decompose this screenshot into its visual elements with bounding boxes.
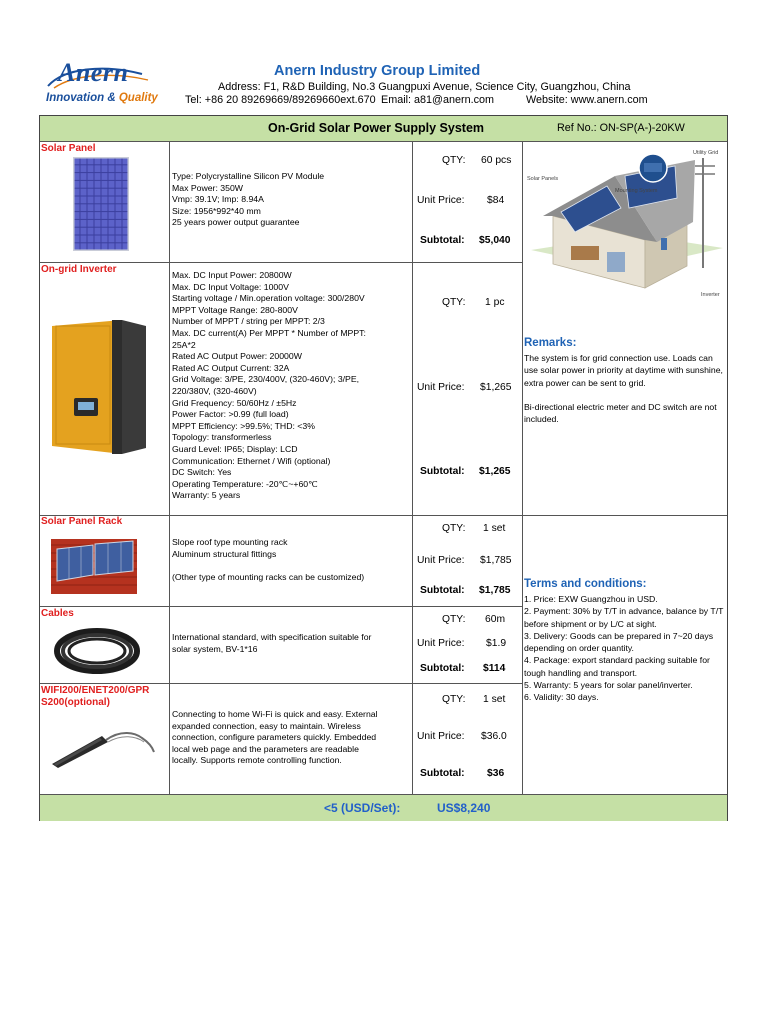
cable-coil-image [54, 626, 140, 676]
terms-title: Terms and conditions: [524, 578, 647, 590]
product-name: WIFI200/ENET200/GPR S200(optional) [41, 685, 150, 708]
product-description: International standard, with specification suitable for solar system, BV-1*16 [172, 632, 372, 654]
grid-line [522, 142, 523, 794]
subtotal-value: $114 [483, 663, 506, 674]
qty-label: QTY: [442, 155, 466, 166]
subtotal-label: Subtotal: [420, 585, 465, 596]
mounting-rack-image [51, 539, 137, 594]
product-description: Max. DC Input Power: 20800W Max. DC Input Voltage: 1000V Starting voltage / Min.operation voltage: 300/280V MPPT Voltage Range: 280-800V Number of MPPT / string per MPPT: 2/3 Max. DC current(A) Per MPPT * Number of MPPT: 25A*2 Rated AC Output Power: 20000W Rated AC Output Current: 32A Grid Voltage: 3/PE, 230/400V, (320-460V); 3/PE, 220/380V, (320-460V) Grid Frequency: 50/60Hz / ±5Hz Power Factor: >0.99 (full load) MPPT Efficiency: >99.5%; THD: <3% Topology: transformerless Guard Level: IP65; Display: LCD Communication: Ethernet / Wifi (optional) DC Switch: Yes Operating Temperature: -20℃~+60℃ Warranty: 5 years [172, 270, 366, 501]
qty-value: 1 set [483, 694, 506, 705]
table-title-bar [40, 116, 727, 142]
unit-price-value: $84 [487, 195, 505, 206]
telephone: Tel: +86 20 89269669/89269660ext.670 [185, 94, 376, 106]
grid-line [412, 142, 413, 794]
total-value: US$8,240 [437, 801, 491, 815]
unit-price-label: Unit Price: [417, 555, 465, 566]
product-description: Slope roof type mounting rack Aluminum structural fittings (Other type of mounting racks can be customized) [172, 537, 365, 582]
table-title: On-Grid Solar Power Supply System [268, 121, 485, 135]
diagram-label-solar-panels: Solar Panels [527, 176, 559, 182]
grid-line [169, 142, 170, 794]
wifi-module-image [50, 728, 158, 768]
subtotal-label: Subtotal: [420, 663, 465, 674]
remarks-title: Remarks: [524, 337, 577, 349]
diagram-label-inverter: Inverter [701, 292, 720, 298]
unit-price-value: $1,785 [480, 555, 512, 566]
product-name: Solar Panel [41, 143, 96, 154]
subtotal-value: $36 [487, 768, 505, 779]
subtotal-label: Subtotal: [420, 466, 465, 477]
subtotal-value: $1,785 [479, 585, 511, 596]
grid-line [40, 515, 727, 516]
diagram-label-utility-grid: Utility Grid [693, 150, 719, 156]
logo-tagline: Innovation & Quality [46, 92, 158, 104]
remarks-text: The system is for grid connection use. Loads can use solar power in priority at daytime with sunshine, extra power can be sent to grid. Bi-directional electric meter and DC switch are not included. [524, 353, 723, 425]
qty-value: 60 pcs [481, 155, 512, 166]
unit-price-value: $1,265 [480, 382, 512, 393]
inverter-image [52, 320, 148, 454]
grid-line [40, 683, 523, 684]
solar-system-diagram [525, 146, 725, 306]
subtotal-label: Subtotal: [420, 235, 465, 246]
product-name: Solar Panel Rack [41, 516, 123, 527]
company-logo [44, 58, 184, 108]
unit-price-label: Unit Price: [417, 382, 465, 393]
qty-value: 60m [485, 614, 506, 625]
qty-label: QTY: [442, 614, 466, 625]
terms-list: 1. Price: EXW Guangzhou in USD. 2. Payment: 30% by T/T in advance, balance by T/T before shipment or by L/C at sight. 3. Delivery: Goods can be prepared in 7~20 days depending on order quantity. 4. Package: export standard packing suitable for tough handling and transport. 5. Warranty: 5 years for solar panel/inverter. 6. Validity: 30 days. [524, 594, 724, 703]
solar-panel-image [73, 157, 129, 251]
company-address: Address: F1, R&D Building, No.3 Guangpuxi Avenue, Science City, Guangzhou, China [218, 81, 631, 93]
unit-price-label: Unit Price: [417, 731, 465, 742]
qty-label: QTY: [442, 297, 466, 308]
unit-price-value: $36.0 [481, 731, 507, 742]
qty-value: 1 pc [485, 297, 505, 308]
product-name: On-grid Inverter [41, 264, 117, 275]
quotation-table [39, 115, 728, 821]
subtotal-label: Subtotal: [420, 768, 465, 779]
grid-line [40, 262, 523, 263]
total-label: <5 (USD/Set): [324, 801, 401, 815]
website: Website: www.anern.com [526, 94, 648, 106]
qty-value: 1 set [483, 523, 506, 534]
total-bar [40, 794, 727, 821]
unit-price-value: $1.9 [486, 638, 507, 649]
unit-price-label: Unit Price: [417, 638, 465, 649]
grid-line [40, 606, 523, 607]
product-description: Type: Polycrystalline Silicon PV Module Max Power: 350W Vmp: 39.1V; Imp: 8.94A Size: 1956*992*40 mm 25 years power output guarantee [172, 171, 325, 228]
unit-price-label: Unit Price: [417, 195, 465, 206]
product-name: Cables [41, 608, 74, 619]
reference-number: Ref No.: ON-SP(A-)-20KW [557, 122, 685, 134]
subtotal-value: $5,040 [479, 235, 511, 246]
product-description: Connecting to home Wi-Fi is quick and easy. External expanded connection, easy to maintain. Wireless connection, configure parameters quickly. Embedded local web page and the parameters are readable locally. Supports remote controlling function. [172, 709, 378, 766]
diagram-label-mounting-system: Mounting System [615, 188, 658, 194]
qty-label: QTY: [442, 694, 466, 705]
qty-label: QTY: [442, 523, 466, 534]
company-name: Anern Industry Group Limited [274, 63, 481, 79]
subtotal-value: $1,265 [479, 466, 511, 477]
email: Email: a81@anern.com [381, 94, 494, 106]
logo-word: Anern [58, 58, 129, 87]
